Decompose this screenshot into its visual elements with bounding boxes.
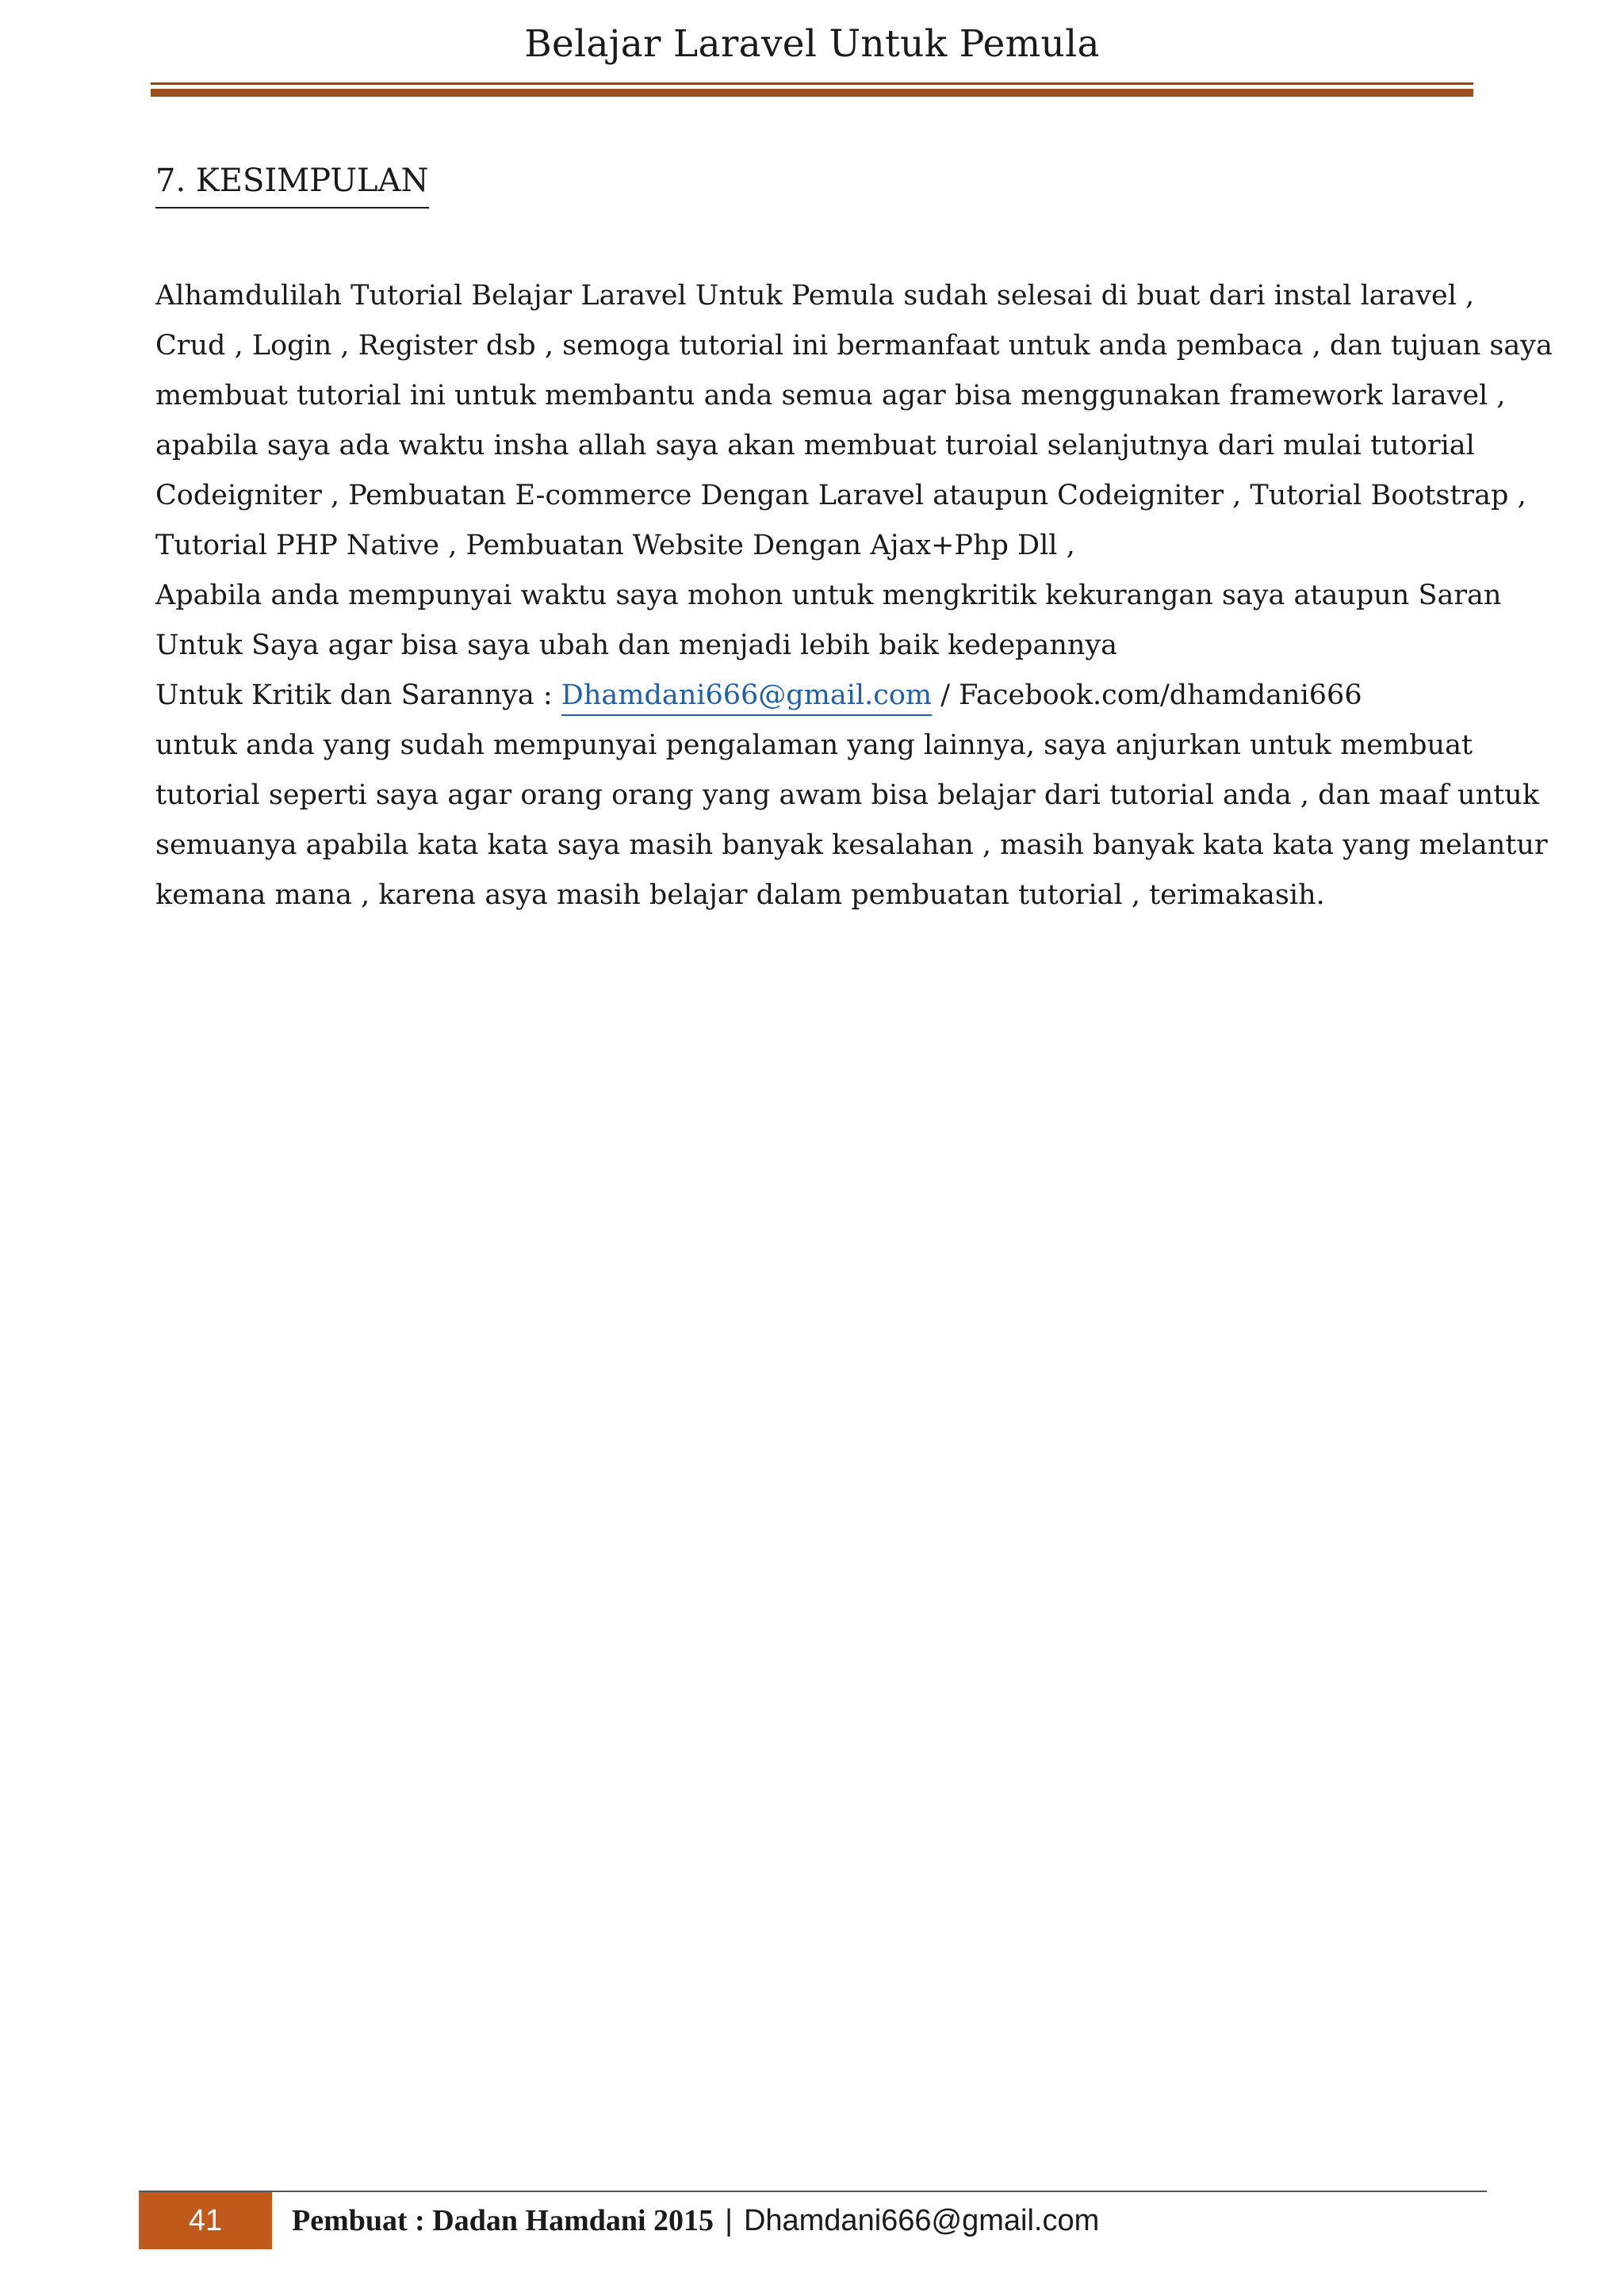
body-line: apabila saya ada waktu insha allah saya akan membuat turoial selanjutnya dari mulai tutorial: [155, 430, 1475, 461]
body-line: membuat tutorial ini untuk membantu anda semua agar bisa menggunakan framework laravel ,: [155, 380, 1506, 411]
body-line: kemana mana , karena asya masih belajar dalam pembuatan tutorial , terimakasih.: [155, 879, 1325, 911]
footer-rule: [139, 2191, 1487, 2192]
contact-line: [155, 671, 1488, 721]
body-paragraph: [155, 271, 1553, 920]
footer-author: Pembuat : Dadan Hamdani 2015: [292, 2204, 714, 2237]
section-heading: 7. KESIMPULAN: [155, 163, 429, 209]
footer-credit: [292, 2198, 1099, 2243]
email-link[interactable]: Dhamdani666@gmail.com: [561, 679, 932, 716]
body-line: Crud , Login , Register dsb , semoga tutorial ini bermanfaat untuk anda pembaca , dan tujuan saya: [155, 330, 1553, 362]
body-line: untuk anda yang sudah mempunyai pengalaman yang lainnya, saya anjurkan untuk membuat: [155, 729, 1473, 761]
body-line: semuanya apabila kata kata saya masih banyak kesalahan , masih banyak kata kata yang melantur: [155, 829, 1548, 861]
header-rule-thin: [151, 82, 1473, 85]
body-line: Apabila anda mempunyai waktu saya mohon untuk mengkritik kekurangan saya ataupun Saran: [155, 580, 1502, 611]
body-line: Codeigniter , Pembuatan E-commerce Dengan Laravel ataupun Codeigniter , Tutorial Bootstrap ,: [155, 480, 1526, 511]
footer-separator: |: [725, 2203, 733, 2237]
header-rule-thick: [151, 89, 1473, 97]
footer-email: Dhamdani666@gmail.com: [743, 2203, 1100, 2237]
running-header-title: Belajar Laravel Untuk Pemula: [524, 22, 1100, 66]
body-line: Alhamdulilah Tutorial Belajar Laravel Untuk Pemula sudah selesai di buat dari instal laravel ,: [155, 280, 1475, 312]
page-number: 41: [139, 2192, 272, 2249]
contact-prefix: Untuk Kritik dan Sarannya :: [155, 679, 561, 711]
body-line: tutorial seperti saya agar orang orang yang awam bisa belajar dari tutorial anda , dan maaf untuk: [155, 779, 1539, 811]
body-line: Untuk Saya agar bisa saya ubah dan menjadi lebih baik kedepannya: [155, 629, 1118, 661]
contact-suffix: / Facebook.com/dhamdani666: [932, 679, 1362, 711]
body-line: Tutorial PHP Native , Pembuatan Website Dengan Ajax+Php Dll ,: [155, 530, 1075, 561]
